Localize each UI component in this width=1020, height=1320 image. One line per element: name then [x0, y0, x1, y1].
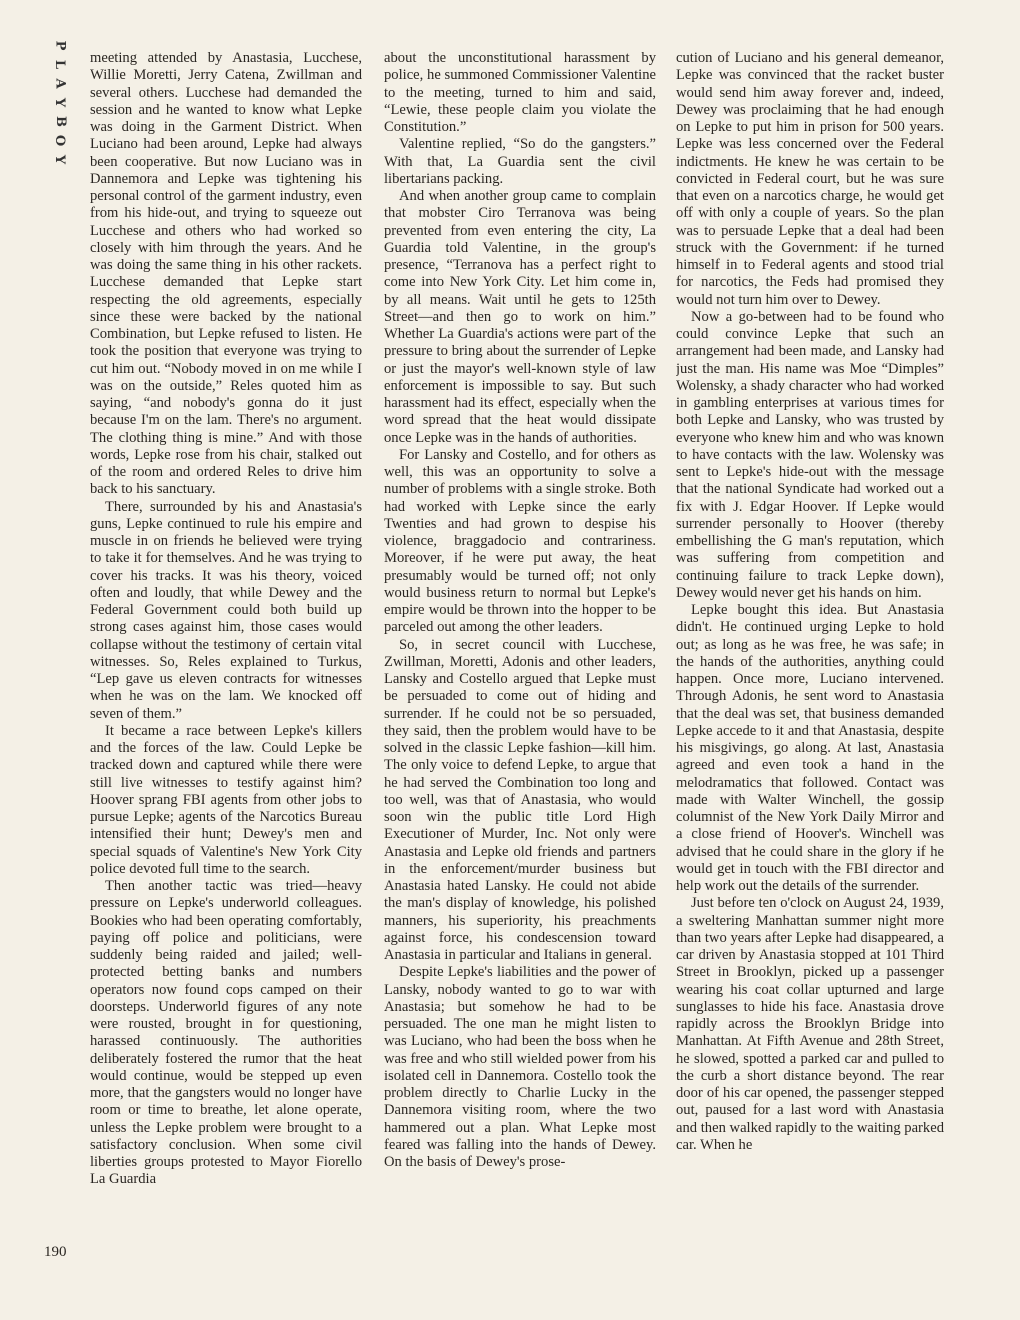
page-number: 190 — [44, 1244, 67, 1260]
paragraph: It became a race between Lepke's killers and the forces of the law. Could Lepke be tracked down and captured while there were still live witnesses to testify against him? Hoover sprang FBI agents from other jobs to pursue Lepke; agents of the Narcotics Bureau intensified their hunt; Dewey's men and special squads of Valentine's New York City police devoted full time to the search. — [90, 722, 362, 877]
paragraph: Just before ten o'clock on August 24, 1939, a sweltering Manhattan summer night more than two years after Lepke had disappeared, a car driven by Anastasia stopped at 101 Third Street in Brooklyn, picked up a passenger wearing his coat collar upturned and large sunglasses to hide his face. Anastasia drove rapidly across the Brooklyn Bridge into Manhattan. At Fifth Avenue and 28th Street, he slowed, spotted a parked car and pulled to the curb a short distance beyond. The rear door of his car opened, the passenger stepped out, paused for a last word with Anastasia and then walked rapidly to the waiting parked car. When he — [676, 895, 944, 1153]
running-head-letter: L — [52, 59, 68, 70]
paragraph: cution of Luciano and his general demeanor, Lepke was convinced that the racket buster would send him away forever and, indeed, Dewey was proclaiming that he had enough on Lepke to put him in prison for 500 years. Lepke was less concerned over the Federal indictments. He knew he was certain to be convicted in Federal court, but he was sure that even on a narcotics charge, he would get off with only a couple of years. So the plan was to persuade Lepke that a deal had been struck with the Government: if he turned himself in to Federal agents and stood trial for narcotics, the Feds had promised they would not turn him over to Dewey. — [676, 50, 944, 308]
paragraph: Then another tactic was tried—heavy pressure on Lepke's underworld colleagues. Bookies who had been operating comfortably, paying off police and politicians, were suddenly being raided and jailed; well-protected betting banks and numbers operators now found cops camped on their doorsteps. Underworld figures of any note were rousted, brought in for questioning, harassed continuously. The authorities deliberately fostered the rumor that the heat would continue, would be stepped up even more, that the gangsters would no longer have room or time to breathe, let alone operate, unless the Lepke problem were brought to a satisfactory conclusion. When some civil liberties groups protested to Mayor Fiorello La Guardia — [90, 878, 362, 1188]
text-column-3 — [676, 50, 944, 1262]
paragraph: For Lansky and Costello, and for others as well, this was an opportunity to solve a number of problems with a single stroke. Both had worked with Lepke since the early Twenties and had grown to despise his violence, braggadocio and contrariness. Moreover, if he were put away, the heat presumably would be turned off; not only would business return to normal but Lepke's empire would be thrown into the hopper to be parceled out among the other leaders. — [384, 446, 656, 636]
running-head-letter: Y — [52, 154, 68, 165]
paragraph: So, in secret council with Lucchese, Zwillman, Moretti, Adonis and other leaders, Lansky and Costello argued that Lepke must be persuaded to come out of hiding and surrender. If he could not be so persuaded, they said, then the problem would have to be solved in the classic Lepke fashion—kill him. The only voice to defend Lepke, to argue that he had served the Combination too long and too well, was that of Anastasia, who would soon win the public title Lord High Executioner of Murder, Inc. Not only were Anastasia and Lepke old friends and partners in the enforcement/murder business but Anastasia hated Lansky. He could not abide the man's display of knowledge, his polished manners, his superiority, his preachments against force, his condescension toward Anastasia in particular and Italians in general. — [384, 636, 656, 963]
paragraph: Now a go-between had to be found who could convince Lepke that such an arrangement had been made, and Lansky had just the man. His name was Moe “Dimples” Wolensky, a shady character who had worked in gambling enterprises at various times for both Lepke and Lansky, who was trusted by everyone who knew him and who was known to have contacts with the law. Wolensky was sent to Lepke's hide-out with the message that the national Syndicate had worked out a fix with J. Edgar Hoover. If Lepke would surrender personally to Hoover (thereby embellishing the G man's reputation, which was suffering from competition and continuing failure to track Lepke down), Dewey would never get his hands on him. — [676, 308, 944, 601]
running-head-letter: A — [52, 78, 68, 89]
paragraph: Valentine replied, “So do the gangsters.” With that, La Guardia sent the civil libertarians packing. — [384, 136, 656, 187]
text-column-1 — [90, 50, 362, 1262]
paragraph: Lepke bought this idea. But Anastasia didn't. He continued urging Lepke to hold out; as long as he was free, he was safe; in the hands of the authorities, anything could happen. Once more, Luciano intervened. Through Adonis, he sent word to Anastasia that the deal was set, that business demanded Lepke accede to it and that Anastasia, despite his misgivings, go along. At last, Anastasia agreed and even took a hand in the melodramatics that followed. Contact was made with Walter Winchell, the gossip columnist of the New York Daily Mirror and a close friend of Hoover's. Winchell was advised that he could share in the glory if he would get in touch with the FBI director and help work out the details of the surrender. — [676, 602, 944, 894]
paragraph: about the unconstitutional harassment by police, he summoned Commissioner Valentine to the meeting, turned to him and said, “Lewie, these people claim you violate the Constitution.” — [384, 50, 656, 135]
paragraph: And when another group came to complain that mobster Ciro Terranova was being prevented from even entering the city, La Guardia told Valentine, in the group's presence, “Terranova has a perfect right to come into New York City. Let him come in, by all means. Wait until he gets to 125th Street—and then go to work on him.” Whether La Guardia's actions were part of the pressure to bring about the surrender of Lepke or just the mayor's well-known style of law enforcement is impossible to say. But such harassment had its effect, especially when the word spread that the heat would dissipate once Lepke was in the hands of authorities. — [384, 188, 656, 446]
running-head-letter: P — [52, 40, 68, 51]
running-head-playboy — [48, 36, 72, 169]
paragraph: Despite Lepke's liabilities and the power of Lansky, nobody wanted to go to war with Anastasia; but somehow he had to be persuaded. The one man he might listen to was Luciano, who had been the boss when he was free and who still wielded power from his isolated cell in Dannemora. Costello took the problem directly to Charlie Lucky in the Dannemora visiting room, where the two hammered out a plan. What Lepke most feared was falling into the hands of Dewey. On the basis of Dewey's prose- — [384, 964, 656, 1170]
running-head-letter: O — [52, 134, 68, 147]
text-column-2 — [384, 50, 656, 1262]
running-head-letter: B — [52, 116, 68, 127]
paragraph: meeting attended by Anastasia, Lucchese, Willie Moretti, Jerry Catena, Zwillman and several others. Lucchese had demanded the session and he wanted to know what Lepke was doing in the Garment District. When Luciano had been around, Lepke had always been cooperative. But now Luciano was in Dannemora and Lepke was tightening his personal control of the garment industry, even from his hide-out, and trying to squeeze out Lucchese and others who had worked so closely with him through the years. And he was doing the same thing in his other rackets. Lucchese demanded that Lepke start respecting the old agreements, especially since these were backed by the national Combination, but Lepke refused to listen. He took the position that everyone was trying to cut him out. “Nobody moved in on me while I was on the outside,” Reles quoted him as saying, “and nobody's gonna do it just because I'm on the lam. There's no argument. The clothing thing is mine.” And with those words, Lepke rose from his chair, stalked out of the room and ordered Reles to drive him back to his sanctuary. — [90, 50, 362, 498]
paragraph: There, surrounded by his and Anastasia's guns, Lepke continued to rule his empire and muscle in on friends he believed were trying to take it for themselves. And he was trying to cover his tracks. It was his theory, voiced often and loudly, that while Dewey and the Federal Government could both build up strong cases against him, those cases would collapse without the testimony of certain vital witnesses. So, Reles explained to Turkus, “Lep gave us eleven contracts for witnesses when he was on the lam. We knocked off seven of them.” — [90, 498, 362, 722]
running-head-letter: Y — [52, 97, 68, 108]
